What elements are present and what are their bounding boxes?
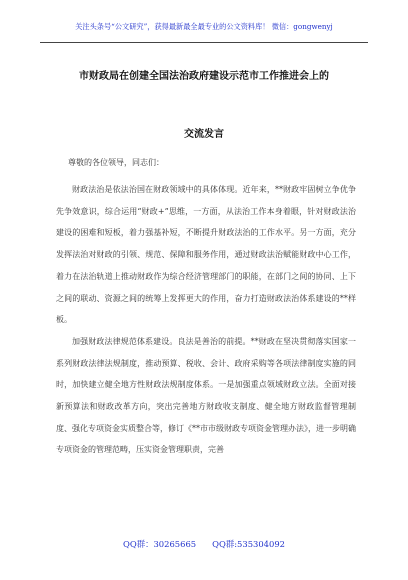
document-title-line-1: 市财政局在创建全国法治政府建设示范市工作推进会上的	[79, 71, 329, 82]
qq-group-footer	[0, 538, 408, 550]
header-divider	[40, 42, 368, 43]
body-paragraph-2: 加强财政法律规范体系建设。良法是善治的前提。**财政在坚决贯彻落实国家一系列财政法律法规制度，推动预算、税收、会计、政府采购等各项法律制度实施的同时，加快建立健全地方性财政法规制度体系。一是加强重点领域财政立法。全面对接新预算法和财政改革方向，突出完善地方财政收支制度、健全地方财政监督管理制度、强化专项资金实质整合等，修订《**市市级财政专项资金管理办法》，进一步明确专项资金的管理范畴，压实资金管理职责，完善	[56, 336, 356, 455]
body-paragraph-1: 财政法治是依法治国在财政领域中的具体体现。近年来，**财政牢固树立争优争先争效意识，综合运用“财政+”思维，一方面，从法治工作本身着眼，针对财政法治建设的困难和短板，着力强基补短，不断提升财政法治的工作水平。另一方面，充分发挥法治对财政的引领、规范、保障和服务作用，通过财政法治赋能财政中心工作，着力在法治轨道上推动财政作为综合经济管理部门的职能，在部门之间的协同、上下之间的联动、资源之间的统筹上发挥更大的作用，奋力打造财政法治体系建设的**样板。	[56, 185, 356, 325]
qq1-number: 30265665	[153, 539, 197, 549]
document-title-line-2: 交流发言	[184, 129, 224, 140]
salutation: 尊敬的各位领导，同志们：	[68, 158, 164, 167]
promo-header: 关注头条号“公文研究”，获得最新最全最专业的公文资料库！ 微信：gongwenyj	[75, 22, 333, 31]
qq2-number: 535304092	[237, 539, 285, 549]
qq2-label: QQ群:	[212, 539, 238, 549]
qq1-label: QQ群：	[122, 539, 154, 549]
document-body	[56, 179, 356, 461]
